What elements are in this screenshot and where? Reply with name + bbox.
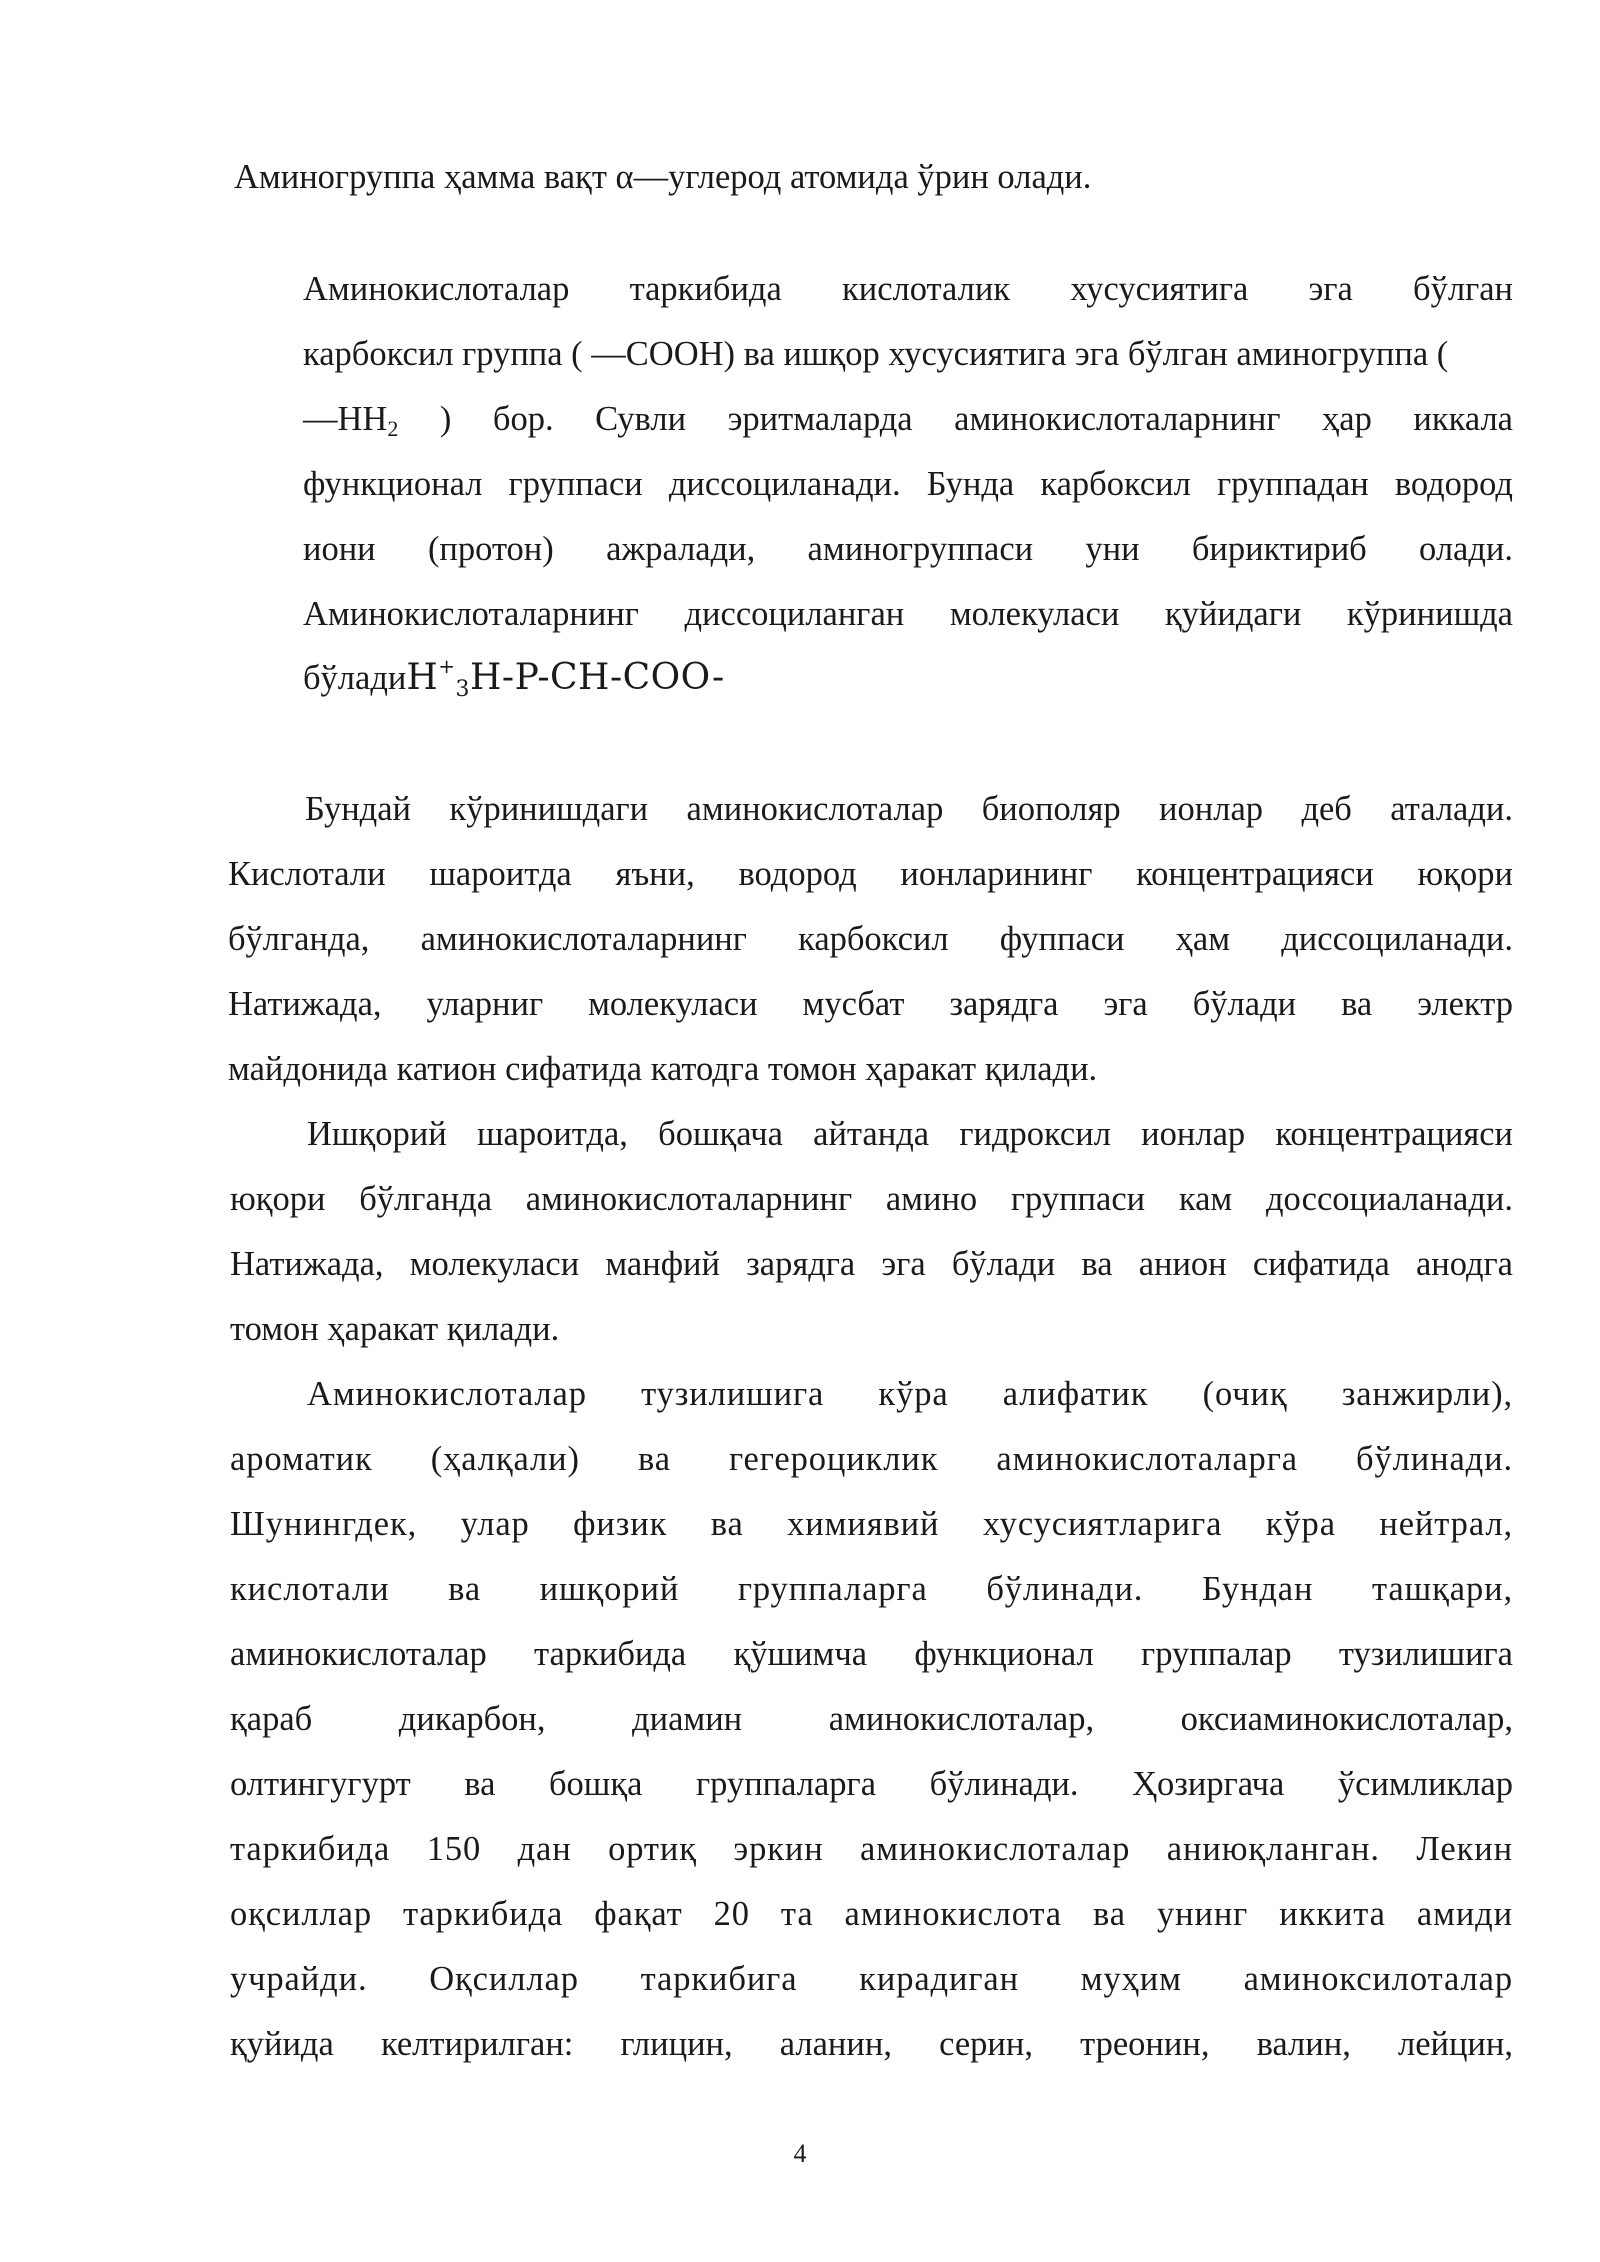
para4-line-3: Шунингдек, улар физик ва химиявий хусусиятларига кўра нейтрал,: [230, 1505, 1513, 1543]
para4-line-10: учрайди. Оқсиллар таркибига кирадиган муҳим аминоксилоталар: [230, 1960, 1513, 1998]
page-number: 4: [793, 2139, 807, 2168]
para4-line-2: ароматик (ҳалқали) ва гегероциклик аминокислоталарга бўлинади.: [230, 1440, 1513, 1478]
para3-line-1: Ишқорий шароитда, бошқача айтанда гидроксил ионлар концентрацияси: [307, 1115, 1513, 1153]
para1-line-3-sub: 2: [387, 416, 399, 441]
para1-line-7-text: бўлади: [303, 659, 407, 697]
para1-line-3-pre: —НН: [303, 400, 388, 438]
para1-line-4: функционал группаси диссоциланади. Бунда карбоксил группадан водород: [303, 465, 1513, 503]
formula-h: H: [406, 657, 439, 698]
para1-line-7: [303, 654, 725, 702]
para4-line-8: таркибида 150 дан ортиқ эркин аминокислоталар аниюқланган. Лекин: [230, 1830, 1513, 1868]
para3-line-2: юқори бўлганда аминокислоталарнинг амино группаси кам доссоциаланади.: [230, 1180, 1513, 1218]
para2-line-5: майдонида катион сифатида катодга томон ҳаракат қилади.: [228, 1050, 1098, 1088]
para3-line-4: томон ҳаракат қилади.: [230, 1310, 560, 1348]
para2-line-3: бўлганда, аминокислоталарнинг карбоксил фуппаси ҳам диссоциланади.: [228, 920, 1513, 958]
para4-line-9: оқсиллар таркибида фақат 20 та аминокислота ва унинг иккита амиди: [230, 1895, 1513, 1933]
para4-line-11: қуйида келтирилган: глицин, аланин, серин, треонин, валин, лейцин,: [230, 2025, 1513, 2063]
formula-sup: +: [438, 654, 456, 678]
para2-line-2: Кислотали шароитда яъни, водород ионларининг концентрацияси юқори: [228, 855, 1513, 893]
para1-line-1: Аминокислоталар таркибида кислоталик хусусиятига эга бўлган: [303, 270, 1513, 308]
formula-rest: H-P-CH-COO-: [470, 657, 725, 698]
para3-line-3: Натижада, молекуласи манфий зарядга эга бўлади ва анион сифатида анодга: [230, 1245, 1513, 1283]
chemical-formula: [406, 654, 725, 702]
intro-line: Аминогруппа ҳамма вақт α—углерод атомида ўрин олади.: [234, 158, 1092, 196]
para1-line-2: карбоксил группа ( —СООН) ва ишқор хусусиятига эга бўлган аминогруппа (: [303, 335, 1449, 373]
para4-line-4: кислотали ва ишқорий группаларга бўлинади. Бундан ташқари,: [230, 1570, 1513, 1608]
para2-line-1: Бундай кўринишдаги аминокислоталар биополяр ионлар деб аталади.: [305, 790, 1513, 828]
para4-line-7: олтингугурт ва бошқа группаларга бўлинади. Ҳозиргача ўсимликлар: [230, 1765, 1513, 1803]
para2-line-4: Натижада, уларниг молекуласи мусбат зарядга эга бўлади ва электр: [228, 985, 1513, 1023]
para4-line-1: Аминокислоталар тузилишига кўра алифатик (очиқ занжирли),: [307, 1375, 1513, 1413]
para1-line-3: [303, 400, 1513, 441]
para4-line-5: аминокислоталар таркибида қўшимча функционал группалар тузилишига: [230, 1635, 1513, 1673]
para1-line-3-post: ) бор. Сувли эритмаларда аминокислоталарнинг ҳар иккала: [398, 400, 1513, 438]
para1-line-5: иони (протон) ажралади, аминогруппаси уни бириктириб олади.: [303, 530, 1513, 568]
para1-line-6: Аминокислоталарнинг диссоциланган молекуласи қуйидаги кўринишда: [303, 595, 1513, 633]
formula-sub: 3: [455, 677, 471, 702]
para4-line-6: қараб дикарбон, диамин аминокислоталар, оксиаминокислоталар,: [230, 1700, 1513, 1738]
